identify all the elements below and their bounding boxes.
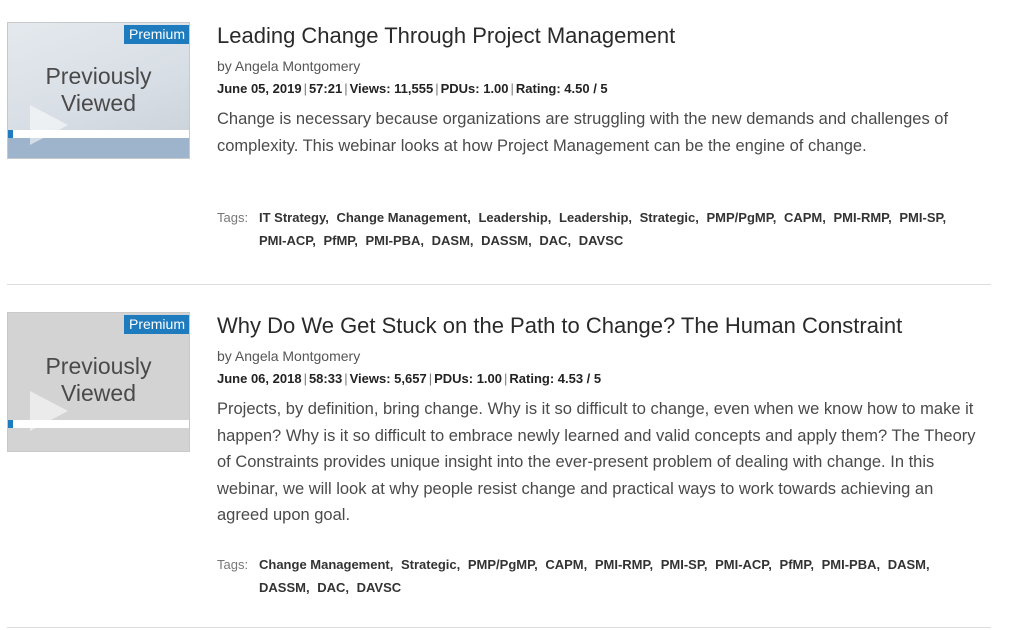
- webinar-meta: June 05, 2019 | 57:21 | Views: 11,555 | PDUs: 1.00 | Rating: 4.50 / 5: [217, 81, 608, 96]
- webinar-pdus: PDUs: 1.00: [434, 371, 502, 386]
- tag-link[interactable]: PMI-SP,: [660, 557, 708, 572]
- webinar-date: June 06, 2018: [217, 371, 302, 386]
- tag-link[interactable]: DASM,: [431, 233, 474, 248]
- webinar-rating: Rating: 4.53 / 5: [509, 371, 602, 386]
- item-divider: [7, 627, 991, 628]
- tag-link[interactable]: PMI-ACP,: [715, 557, 772, 572]
- previously-viewed-line2: Viewed: [60, 90, 137, 116]
- webinar-meta: June 06, 2018 | 58:33 | Views: 5,657 | PDUs: 1.00 | Rating: 4.53 / 5: [217, 371, 602, 386]
- webinar-item: [0, 290, 1024, 630]
- watch-progress-bar: [8, 130, 189, 138]
- webinar-description: Projects, by definition, bring change. Why is it so difficult to change, even when we know how to make it happen? Why is it so difficult to embrace newly learned and valid concepts and apply them? The Theory of Constraints provides unique insight into the ever-present problem of dealing with change. In this webinar, we will look at why people resist change and practical ways to work towards achieving an agreed upon goal.: [217, 400, 976, 524]
- tag-link[interactable]: DASSM,: [259, 580, 310, 595]
- tag-link[interactable]: PfMP,: [323, 233, 358, 248]
- webinar-thumbnail[interactable]: [7, 312, 190, 452]
- watch-progress-bar: [8, 420, 189, 428]
- tag-link[interactable]: Strategic,: [400, 557, 461, 572]
- tag-link[interactable]: PMP/PgMP,: [467, 557, 538, 572]
- webinar-views: Views: 11,555: [349, 81, 434, 96]
- tag-link[interactable]: PMI-RMP,: [833, 210, 892, 225]
- webinar-views: Views: 5,657: [349, 371, 427, 386]
- webinar-item: [0, 0, 1024, 284]
- tag-link[interactable]: Change Management,: [336, 210, 471, 225]
- premium-badge: Premium: [124, 25, 189, 44]
- tag-link[interactable]: CAPM,: [545, 557, 588, 572]
- webinar-author: by Angela Montgomery: [217, 348, 361, 364]
- previously-viewed-line2: Viewed: [60, 380, 137, 406]
- tags-list: [259, 553, 977, 599]
- tag-link[interactable]: PMI-ACP,: [259, 233, 316, 248]
- webinar-date: June 05, 2019: [217, 81, 302, 96]
- watch-progress-fill: [8, 130, 13, 138]
- webinar-duration: 58:33: [308, 371, 343, 386]
- tags-list: [259, 206, 977, 252]
- tag-link[interactable]: PMI-PBA,: [365, 233, 425, 248]
- webinar-tags: [217, 553, 977, 599]
- webinar-thumbnail[interactable]: [7, 22, 190, 159]
- webinar-title-link[interactable]: Why Do We Get Stuck on the Path to Change? The Human Constraint: [217, 313, 903, 338]
- previously-viewed-overlay: [8, 353, 189, 407]
- tags-label: Tags:: [217, 557, 249, 572]
- tag-link[interactable]: PMI-PBA,: [821, 557, 881, 572]
- tag-link[interactable]: IT Strategy,: [259, 210, 329, 225]
- tag-link[interactable]: PMI-SP,: [899, 210, 947, 225]
- webinar-pdus: PDUs: 1.00: [440, 81, 509, 96]
- tag-link[interactable]: PMI-RMP,: [594, 557, 654, 572]
- webinar-tags: [217, 206, 977, 252]
- tag-link[interactable]: PMP/PgMP,: [706, 210, 777, 225]
- tag-link[interactable]: Leadership,: [478, 210, 552, 225]
- tag-link[interactable]: DAVSC: [578, 233, 624, 248]
- webinar-rating: Rating: 4.50 / 5: [515, 81, 608, 96]
- tag-link[interactable]: Leadership,: [559, 210, 633, 225]
- previously-viewed-line1: Previously: [45, 353, 152, 379]
- watch-progress-fill: [8, 420, 13, 428]
- webinar-description: Change is necessary because organizations are struggling with the new demands and challenges of complexity. This webinar looks at how Project Management can be the engine of change.: [217, 110, 949, 155]
- tags-label: Tags:: [217, 210, 249, 225]
- webinar-author: by Angela Montgomery: [217, 58, 361, 74]
- webinar-duration: 57:21: [308, 81, 343, 96]
- tag-link[interactable]: Change Management,: [259, 557, 394, 572]
- item-divider: [7, 284, 991, 285]
- previously-viewed-overlay: [8, 63, 189, 117]
- webinar-title-link[interactable]: Leading Change Through Project Management: [217, 23, 676, 48]
- tag-link[interactable]: Strategic,: [639, 210, 699, 225]
- tag-link[interactable]: PfMP,: [779, 557, 814, 572]
- tag-link[interactable]: DASSM,: [481, 233, 532, 248]
- previously-viewed-line1: Previously: [45, 63, 152, 89]
- tag-link[interactable]: CAPM,: [783, 210, 826, 225]
- tag-link[interactable]: DASM,: [887, 557, 930, 572]
- tag-link[interactable]: DAVSC: [356, 580, 402, 595]
- premium-badge: Premium: [124, 315, 189, 334]
- tag-link[interactable]: DAC,: [539, 233, 572, 248]
- tag-link[interactable]: DAC,: [317, 580, 349, 595]
